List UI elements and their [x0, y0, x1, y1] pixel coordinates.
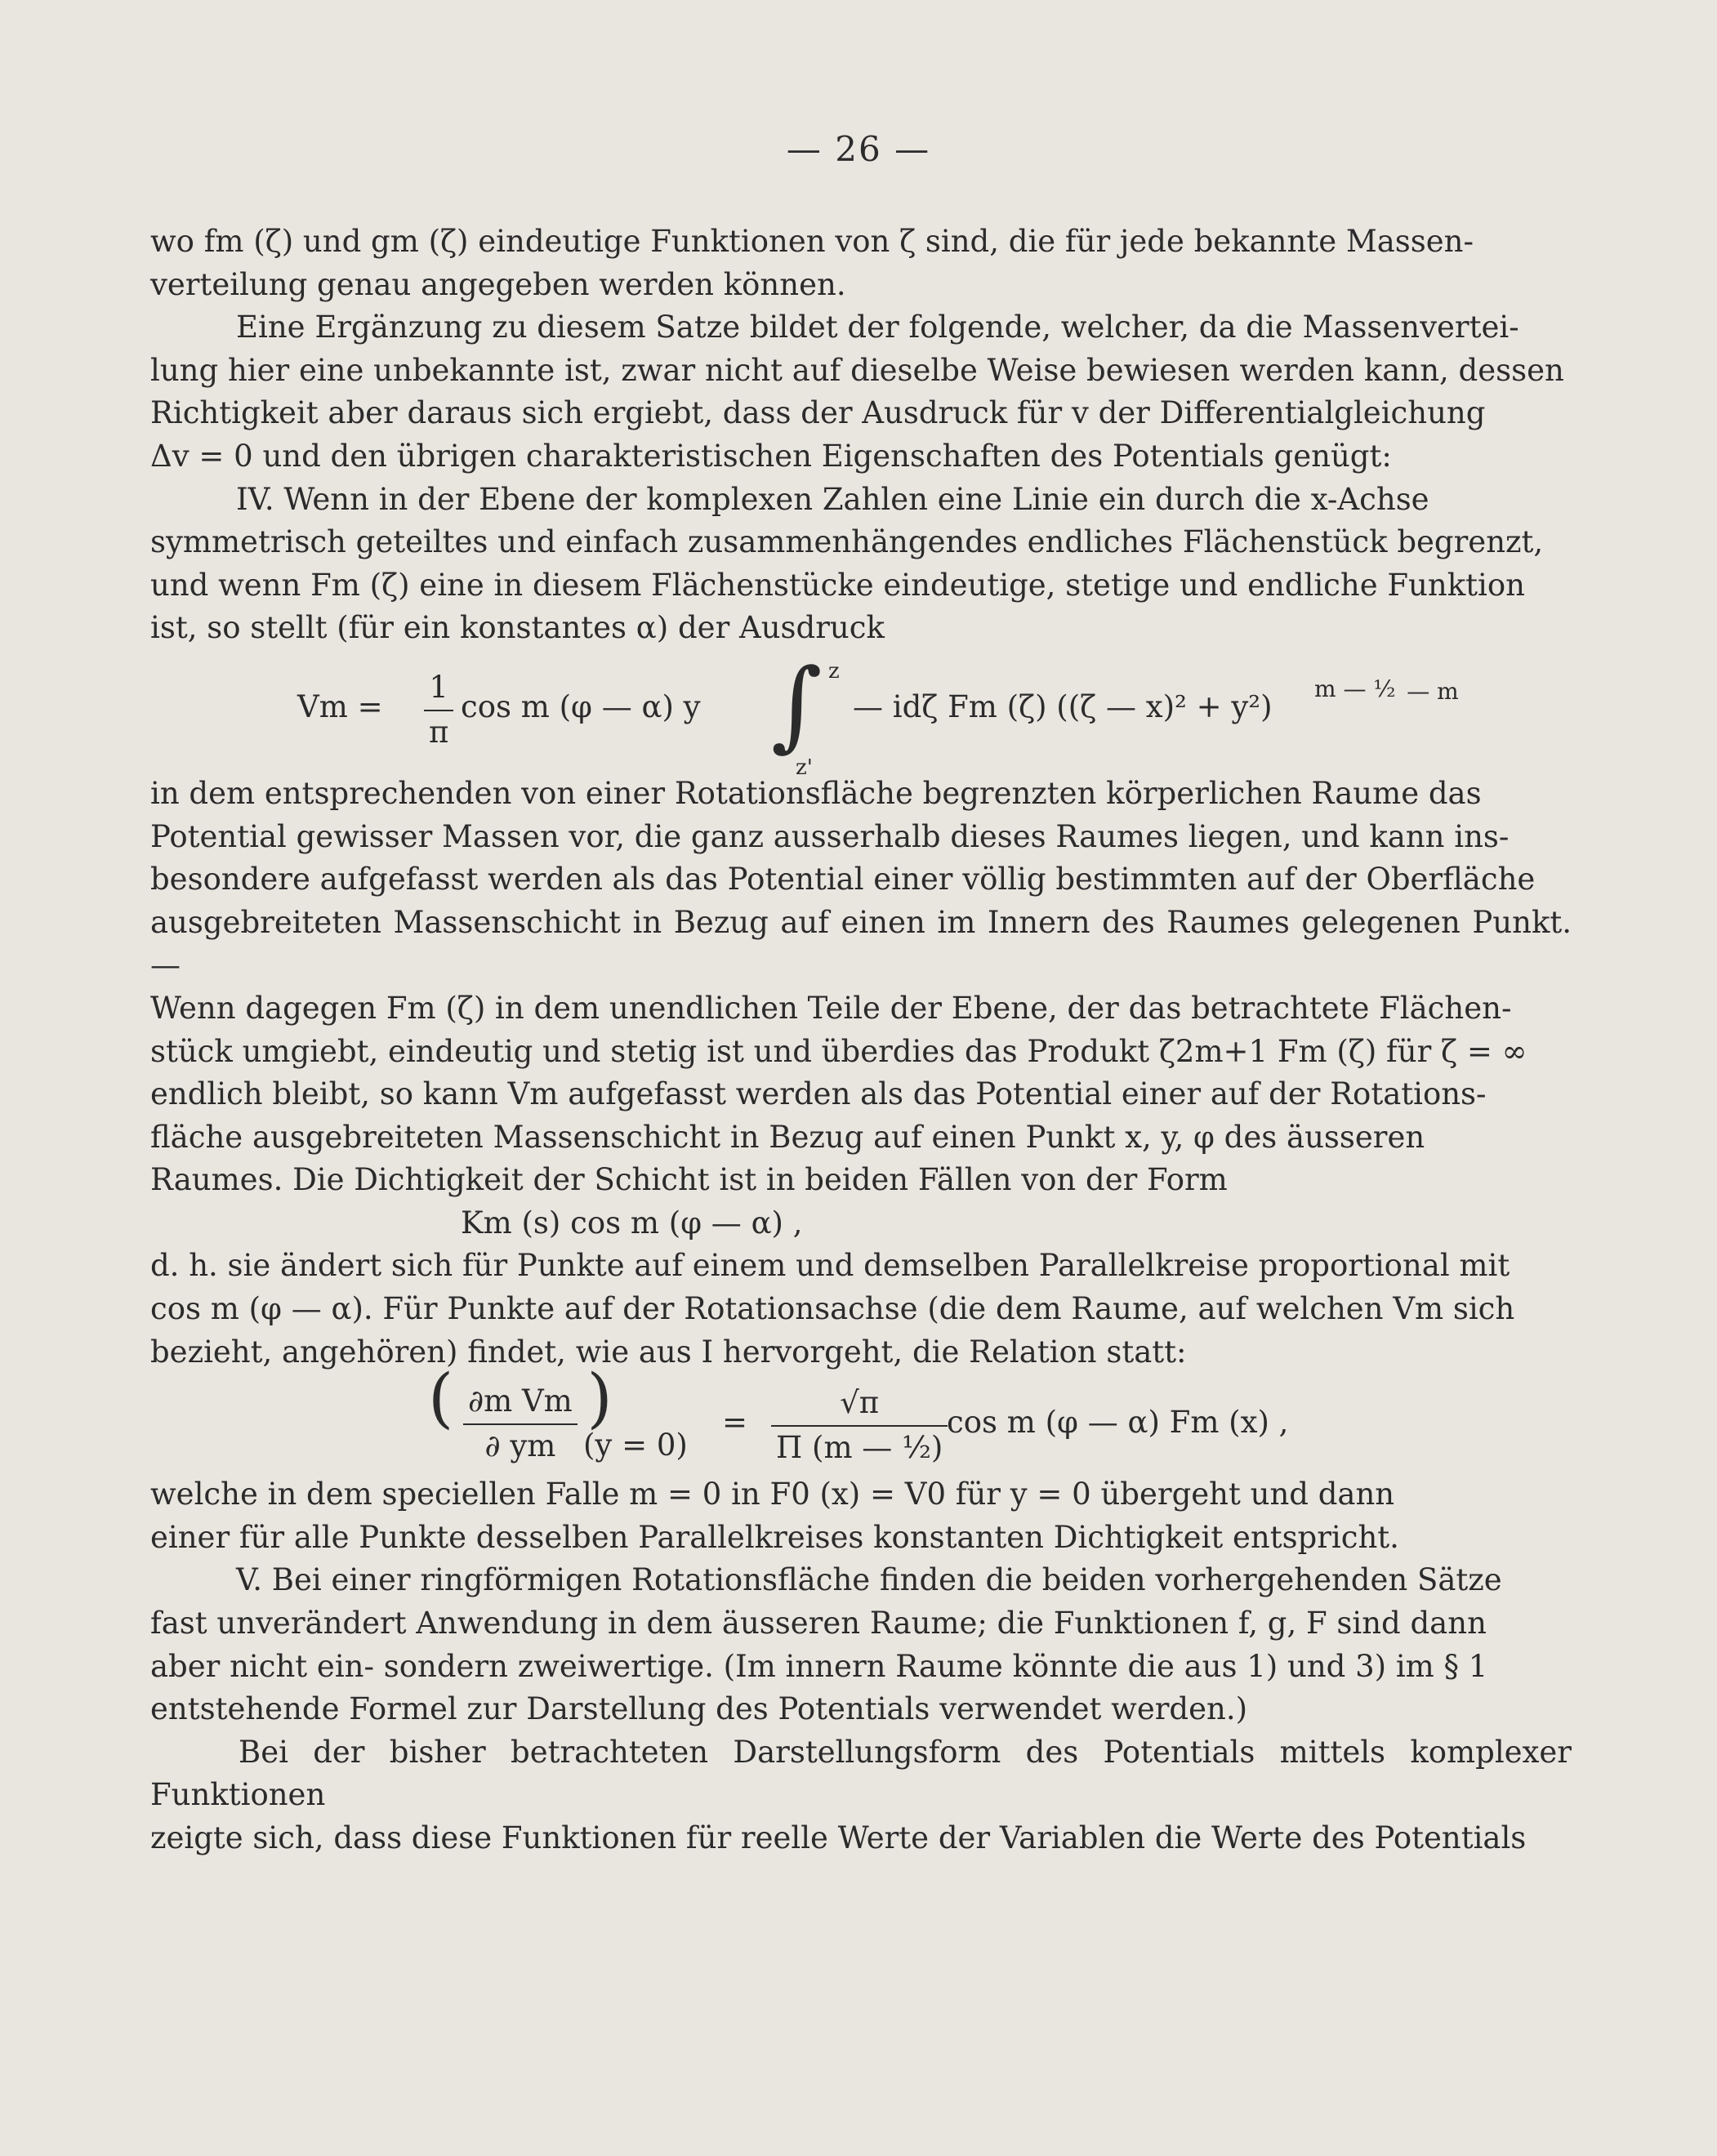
text-line: aber nicht ein- sondern zweiwertige. (Im innern Raume könnte die aus 1) und 3) im § 1 — [150, 1648, 1488, 1684]
text-line: Raumes. Die Dichtigkeit der Schicht ist in beiden Fällen von der Form — [150, 1162, 1228, 1198]
density-formula: Km (s) cos m (φ — α) , — [461, 1205, 803, 1241]
text-line: verteilung genau angegeben werden können. — [150, 266, 846, 302]
derivative-numerator: ∂m Vm — [463, 1380, 578, 1425]
text-line: bezieht, angehören) findet, wie aus I hervorgeht, die Relation statt: — [150, 1334, 1187, 1370]
body-text — [150, 220, 1572, 1860]
rhs-denominator: Π (m — ½) — [776, 1429, 943, 1465]
text-line: cos m (φ — α). Für Punkte auf der Rotationsachse (die dem Raume, auf welchen Vm sich — [150, 1291, 1515, 1327]
formula-lhs: Vm = — [297, 688, 383, 724]
text-line: Δv = 0 und den übrigen charakteristischen Eigenschaften des Potentials genügt: — [150, 438, 1392, 474]
integral-upper-limit: z — [828, 658, 840, 684]
integrand-exponent: m — ½ — [1314, 675, 1396, 702]
equals-sign: = — [722, 1405, 748, 1441]
text-line: welche in dem speciellen Falle m = 0 in F0 (x) = V0 für y = 0 übergeht und dann — [150, 1477, 1395, 1512]
text-line: endlich bleibt, so kann Vm aufgefasst werden als das Potential einer auf der Rotations- — [150, 1076, 1487, 1112]
text-line: zeigte sich, dass diese Funktionen für reelle Werte der Variablen die Werte des Potentials — [150, 1820, 1527, 1855]
text-line: wo fm (ζ) und gm (ζ) eindeutige Funktionen von ζ sind, die für jede bekannte Massen- — [150, 224, 1474, 259]
rhs-tail: cos m (φ — α) Fm (x) , — [947, 1405, 1289, 1441]
formula-fraction — [424, 666, 453, 754]
text-line: Eine Ergänzung zu diesem Satze bildet der folgende, welcher, da die Massenvertei- — [236, 310, 1519, 345]
text-line: d. h. sie ändert sich für Punkte auf einem und demselben Parallelkreise proportional mit — [150, 1248, 1510, 1284]
text-line: IV. Wenn in der Ebene der komplexen Zahlen eine Linie ein durch die x-Achse — [236, 481, 1429, 517]
formula-middle: cos m (φ — α) y — [461, 688, 701, 724]
text-line: fläche ausgebreiteten Massenschicht in Bezug auf einen Punkt x, y, φ des äusseren — [150, 1119, 1425, 1155]
text-line: ist, so stellt (für ein konstantes α) der Ausdruck — [150, 610, 885, 646]
text-line: besondere aufgefasst werden als das Potential einer völlig bestimmten auf der Oberfläche — [150, 862, 1536, 898]
text-line: in dem entsprechenden von einer Rotationsfläche begrenzten körperlichen Raume das — [150, 775, 1482, 811]
text-line: fast unverändert Anwendung in dem äusseren Raume; die Funktionen f, g, F sind dann — [150, 1606, 1487, 1642]
derivative-condition: (y = 0) — [583, 1428, 688, 1463]
text-line: einer für alle Punkte desselben Parallelkreises konstanten Dichtigkeit entspricht. — [150, 1519, 1399, 1555]
integral-lower-limit: z' — [796, 755, 813, 780]
rhs-fraction — [771, 1382, 948, 1469]
derivative-denominator: ∂ ym — [484, 1428, 556, 1463]
text-line: Bei der bisher betrachteten Darstellungsform des Potentials mittels komplexer Funktionen — [150, 1734, 1572, 1813]
text-line: stück umgiebt, eindeutig und stetig ist und überdies das Produkt ζ2m+1 Fm (ζ) für ζ = ∞ — [150, 1033, 1527, 1069]
fraction-numerator: 1 — [424, 666, 453, 711]
fraction-denominator: π — [429, 714, 449, 750]
text-line: ausgebreiteten Massenschicht in Bezug auf einen im Innern des Raumes gelegenen Punkt. — — [150, 904, 1572, 983]
integral-sign: ∫ — [771, 648, 823, 762]
integrand: — idζ Fm (ζ) ((ζ — x)² + y²) — [853, 688, 1273, 724]
text-line: Wenn dagegen Fm (ζ) in dem unendlichen Teile der Ebene, der das betrachtete Flächen- — [150, 990, 1512, 1026]
text-line: lung hier eine unbekannte ist, zwar nicht auf dieselbe Weise bewiesen werden kann, dessen — [150, 352, 1564, 388]
integral-formula — [150, 648, 1572, 780]
text-line: symmetrisch geteiltes und einfach zusammenhängendes endliches Flächenstück begrenzt, — [150, 524, 1544, 560]
formula-exponent: — m — [1407, 677, 1459, 705]
relation-formula — [150, 1360, 1572, 1473]
text-line: entstehende Formel zur Darstellung des Potentials verwendet werden.) — [150, 1691, 1248, 1727]
text-line: Potential gewisser Massen vor, die ganz ausserhalb dieses Raumes liegen, und kann ins- — [150, 818, 1510, 854]
text-line: Richtigkeit aber daraus sich ergiebt, dass der Ausdruck für v der Differentialgleichung — [150, 395, 1486, 431]
page-number: — 26 — — [786, 129, 931, 169]
lhs-derivative: ( $\frac{\text{∂m Vm}}{\partial ym}$ ) — [428, 1380, 613, 1468]
text-line: V. Bei einer ringförmigen Rotationsfläche finden die beiden vorhergehenden Sätze — [236, 1562, 1502, 1598]
text-line: und wenn Fm (ζ) eine in diesem Flächenstücke eindeutige, stetige und endliche Funktion — [150, 567, 1525, 603]
rhs-numerator: √π — [771, 1382, 948, 1427]
